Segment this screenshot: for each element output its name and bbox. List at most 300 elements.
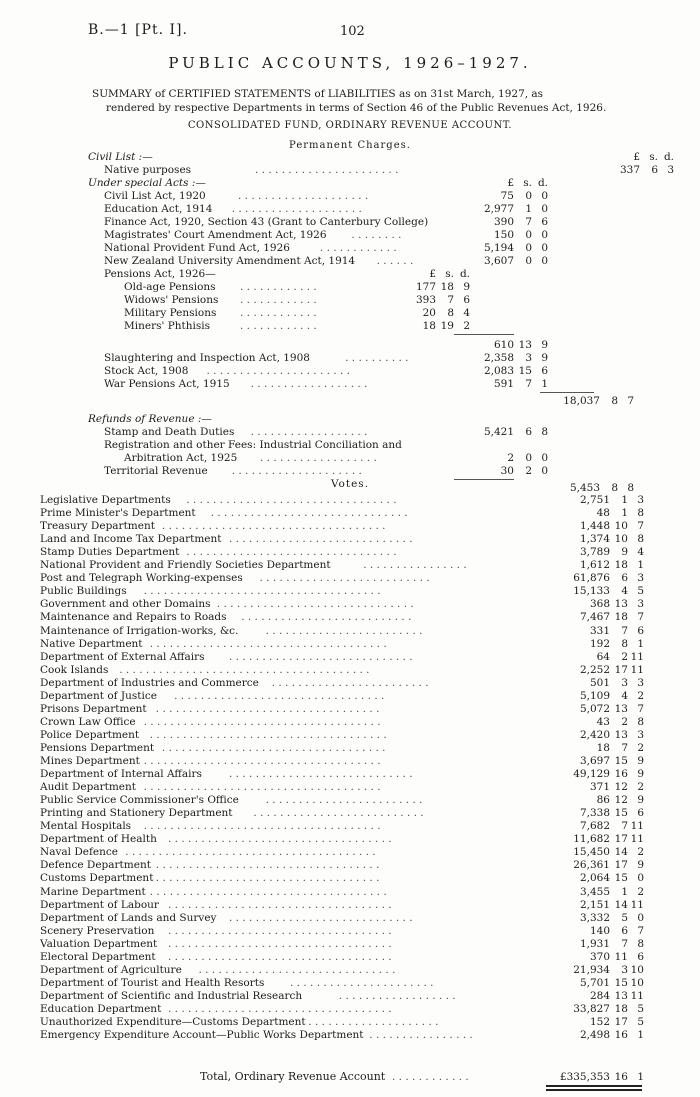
vote-amount-pounds: 368 bbox=[589, 598, 610, 611]
refund-amount-pounds: 5,421 bbox=[483, 426, 514, 438]
civil-list-heading bbox=[0, 150, 700, 164]
special-acts-total-amount-pence: 7 bbox=[627, 395, 634, 407]
refund-label: Stamp and Death Duties bbox=[104, 426, 235, 438]
pensions-total-amount-pounds: 610 bbox=[493, 339, 514, 351]
document-reference: B.—1 [Pt. I]. bbox=[88, 22, 188, 38]
vote-amount bbox=[566, 584, 644, 598]
summary-line-1: SUMMARY of CERTIFIED STATEMENTS of LIABILITIES as on 31st March, 1927, as bbox=[92, 88, 544, 100]
vote-label: Crown Law Office bbox=[40, 715, 136, 728]
special-act-label: Education Act, 1914 bbox=[104, 203, 213, 215]
vote-amount-pounds: 21,934 bbox=[573, 963, 610, 976]
vote-row bbox=[0, 637, 700, 651]
vote-amount bbox=[566, 937, 644, 951]
pension-amount bbox=[392, 319, 470, 333]
vote-amount bbox=[566, 728, 644, 742]
vote-amount-shillings: 2 bbox=[621, 715, 628, 728]
leader-dots: . . . . . . . . . . . . . . . . . . . . . . . . . . . . . . . . . . bbox=[155, 702, 380, 715]
vote-amount bbox=[566, 911, 644, 925]
vote-label: Public Buildings bbox=[40, 585, 127, 598]
leader-dots: . . . . . . . . . . . . . . . . . . . . . . . . . . bbox=[253, 807, 424, 820]
vote-amount-pounds: 3,697 bbox=[579, 755, 610, 767]
leader-dots: . . . . . . . . . . . . . . . . . . bbox=[250, 426, 368, 438]
vote-amount-pounds: 2,252 bbox=[579, 663, 610, 676]
leader-dots: . . . . . . . . . . . . . . . . . . . . . . bbox=[206, 365, 351, 377]
vote-amount bbox=[566, 1015, 644, 1029]
vote-amount-pence: 3 bbox=[637, 494, 644, 506]
leader-dots: . . . . . . . . . . . . . . . . . . . . bbox=[231, 465, 362, 477]
vote-row bbox=[0, 885, 700, 899]
special-act-row bbox=[0, 241, 700, 255]
vote-amount-pence: 11 bbox=[630, 650, 644, 663]
leader-dots: . . . . . . . . . . . . . . . . . . . . . . . . . . . . . . . . . . bbox=[168, 937, 392, 950]
special-act-amount-pence: 0 bbox=[541, 242, 548, 254]
inner-column-units-units bbox=[392, 267, 470, 281]
vote-label: Department of External Affairs bbox=[40, 650, 205, 663]
summary-line-2: rendered by respective Departments in terms of Section 46 of the Public Revenues Act, 1926. bbox=[106, 102, 607, 114]
vote-amount-pounds: 2,064 bbox=[579, 872, 610, 885]
vote-amount-shillings: 4 bbox=[621, 585, 628, 598]
special-act-row bbox=[0, 254, 700, 268]
special-act-amount bbox=[470, 364, 548, 378]
pension-amount-pence: 6 bbox=[463, 294, 470, 306]
special-act-amount-shillings: 0 bbox=[525, 229, 532, 241]
special-act-amount-pounds: 5,194 bbox=[483, 242, 514, 254]
vote-label: Electoral Department bbox=[40, 950, 156, 963]
refunds-total-amount-pence: 8 bbox=[627, 482, 634, 494]
leader-dots: . . . . . . . . . . . . bbox=[392, 1071, 469, 1083]
inner-column-units-units-pounds: £ bbox=[429, 268, 436, 280]
refund-row bbox=[0, 464, 700, 478]
leader-dots: . . . . . . . . . . . . . . . . . . . . . . . . bbox=[271, 676, 429, 689]
vote-row bbox=[0, 584, 700, 598]
vote-amount-pounds: 501 bbox=[589, 676, 610, 689]
vote-amount bbox=[566, 950, 644, 964]
vote-amount bbox=[566, 806, 644, 820]
account-heading: CONSOLIDATED FUND, ORDINARY REVENUE ACCOUNT. bbox=[187, 120, 513, 131]
vote-row bbox=[0, 937, 700, 951]
pension-label: Miners' Phthisis bbox=[124, 320, 211, 332]
vote-label: Department of Internal Affairs bbox=[40, 768, 202, 781]
vote-amount bbox=[566, 702, 644, 716]
vote-amount-shillings: 17 bbox=[614, 1016, 628, 1028]
leader-dots: . . . . . . . . . . . . . . . . . . . . . . . . . . . . . . . . bbox=[186, 494, 397, 506]
special-act-label: Civil List Act, 1920 bbox=[104, 190, 206, 202]
leader-dots: . . . . . . . . . . . . bbox=[240, 307, 317, 319]
leader-dots: . . . . . . . . . . . . . . . . . . . . . . . . . . . . . . . . . . . . bbox=[149, 637, 387, 650]
special-act-label: Slaughtering and Inspection Act, 1908 bbox=[104, 352, 310, 364]
vote-amount-shillings: 15 bbox=[614, 807, 628, 820]
vote-amount-pence: 8 bbox=[637, 533, 644, 546]
vote-amount-pence: 3 bbox=[637, 572, 644, 585]
pension-amount-pounds: 177 bbox=[415, 281, 436, 293]
vote-amount-pounds: 7,682 bbox=[579, 820, 610, 833]
vote-row bbox=[0, 780, 700, 794]
pension-amount-shillings: 19 bbox=[440, 320, 454, 332]
leader-dots: . . . . . . . . . . . . . . . . . . . . bbox=[308, 1016, 439, 1028]
vote-amount-pence: 3 bbox=[637, 728, 644, 741]
pensions-total-amount bbox=[470, 338, 548, 352]
vote-label: Maintenance of Irrigation-works, &c. bbox=[40, 624, 239, 637]
vote-amount-pounds: 1,448 bbox=[579, 520, 610, 533]
leader-dots: . . . . . . . . . . . . . . . . . . . . . . . . . . . . . . . . . . bbox=[161, 741, 386, 754]
vote-amount bbox=[566, 832, 644, 846]
vote-row bbox=[0, 689, 700, 703]
special-act-amount-pence: 6 bbox=[541, 216, 548, 228]
refund-label-continued: Arbitration Act, 1925 bbox=[124, 452, 238, 464]
leader-dots: . . . . . . . . . . . . . . . . . . . . . . . . . . . . . . . . . . bbox=[168, 1002, 392, 1015]
special-act-amount-pence: 0 bbox=[541, 229, 548, 241]
vote-amount bbox=[566, 689, 644, 703]
vote-row bbox=[0, 610, 700, 624]
vote-amount-pounds: 15,133 bbox=[573, 585, 610, 598]
special-act-amount-shillings: 0 bbox=[525, 190, 532, 202]
special-act-amount bbox=[470, 377, 548, 391]
vote-amount-shillings: 1 bbox=[621, 885, 628, 898]
special-act-amount bbox=[470, 254, 548, 268]
vote-amount bbox=[566, 819, 644, 833]
special-act-amount-pounds: 390 bbox=[493, 216, 514, 228]
page-number: 102 bbox=[340, 24, 365, 39]
vote-amount-pounds: 2,498 bbox=[579, 1029, 610, 1042]
pensions-total-amount-shillings: 13 bbox=[518, 339, 532, 351]
vote-row bbox=[0, 1028, 700, 1042]
pensions-total-row bbox=[0, 338, 700, 352]
vote-label: Marine Department bbox=[40, 885, 146, 898]
vote-label: Customs Department bbox=[40, 872, 154, 885]
refunds-total-amount-pounds: 5,453 bbox=[569, 482, 600, 494]
vote-label: Department of Agriculture bbox=[40, 963, 182, 976]
vote-row bbox=[0, 911, 700, 925]
vote-label: Pensions Department bbox=[40, 741, 155, 754]
vote-row bbox=[0, 741, 700, 755]
vote-amount-pence: 7 bbox=[637, 611, 644, 624]
leader-dots: . . . . . . . . . . . . . . . . . . . . . . . . . . bbox=[241, 611, 412, 624]
vote-amount-shillings: 17 bbox=[614, 833, 628, 846]
vote-amount-pence: 7 bbox=[637, 520, 644, 533]
outer-column-units-units-pence: d. bbox=[663, 151, 674, 163]
refunds-heading bbox=[0, 412, 700, 426]
special-act-row bbox=[0, 351, 700, 365]
vote-label: Native Department bbox=[40, 637, 143, 650]
vote-amount bbox=[566, 676, 644, 690]
leader-dots: . . . . . . . . . . . . . . . . . . . . . . bbox=[255, 164, 399, 176]
special-act-label: Stock Act, 1908 bbox=[104, 365, 189, 377]
refund-amount-pence: 8 bbox=[541, 426, 548, 438]
leader-dots: . . . . . . . . . . . . . . . . . . . . . . . . . . . . . . . . . . . . . . bbox=[125, 846, 376, 859]
pensions-act-label: Pensions Act, 1926— bbox=[104, 268, 216, 280]
special-act-label: Finance Act, 1920, Section 43 (Grant to Canterbury College) bbox=[104, 216, 429, 228]
native-purposes-amount-pounds: 337 bbox=[619, 164, 640, 176]
vote-amount-pence: 2 bbox=[637, 846, 644, 859]
pension-amount bbox=[392, 306, 470, 320]
vote-row bbox=[0, 702, 700, 716]
middle-column-units bbox=[0, 176, 700, 190]
vote-amount bbox=[566, 493, 644, 507]
vote-amount-pence: 9 bbox=[637, 768, 644, 781]
vote-row bbox=[0, 963, 700, 977]
special-act-amount-pounds: 150 bbox=[493, 229, 514, 241]
vote-amount-shillings: 8 bbox=[621, 637, 628, 650]
vote-row bbox=[0, 976, 700, 990]
special-act-row bbox=[0, 189, 700, 203]
vote-row bbox=[0, 545, 700, 559]
vote-label: Department of Justice bbox=[40, 689, 157, 702]
special-acts-total-amount-shillings: 8 bbox=[611, 395, 618, 407]
vote-row bbox=[0, 950, 700, 964]
vote-row bbox=[0, 1015, 700, 1029]
inner-column-units-units-pence: d. bbox=[459, 268, 470, 280]
vote-amount-shillings: 17 bbox=[614, 859, 628, 872]
pension-amount-pounds: 20 bbox=[422, 307, 436, 319]
pension-amount-pence: 9 bbox=[463, 281, 470, 293]
special-act-amount-pounds: 2,358 bbox=[483, 352, 514, 364]
special-acts-total-amount bbox=[556, 394, 634, 408]
vote-row bbox=[0, 676, 700, 690]
vote-label: Mines Department bbox=[40, 755, 140, 767]
middle-column-units-units-pounds: £ bbox=[507, 177, 514, 189]
special-act-amount-pence: 0 bbox=[541, 203, 548, 215]
vote-amount-shillings: 1 bbox=[621, 507, 628, 520]
vote-amount-shillings: 14 bbox=[614, 898, 628, 911]
vote-amount-pounds: 7,467 bbox=[579, 611, 610, 624]
vote-amount-shillings: 16 bbox=[614, 1029, 628, 1042]
vote-amount-shillings: 12 bbox=[614, 781, 628, 794]
vote-amount bbox=[566, 1002, 644, 1016]
vote-amount-pence: 2 bbox=[637, 781, 644, 794]
grand-total-label: Total, Ordinary Revenue Account bbox=[200, 1070, 386, 1083]
special-act-row bbox=[0, 364, 700, 378]
vote-amount bbox=[566, 558, 644, 572]
special-act-amount-shillings: 15 bbox=[518, 365, 532, 377]
refund-amount bbox=[470, 451, 548, 465]
vote-row bbox=[0, 793, 700, 807]
special-act-amount-pence: 0 bbox=[541, 255, 548, 267]
leader-dots: . . . . . . . . . . bbox=[345, 352, 409, 364]
vote-amount bbox=[566, 715, 644, 729]
vote-label: Maintenance and Repairs to Roads bbox=[40, 611, 227, 624]
vote-amount bbox=[566, 545, 644, 559]
vote-row bbox=[0, 845, 700, 859]
vote-amount bbox=[566, 898, 644, 912]
vote-amount-pence: 3 bbox=[637, 676, 644, 689]
vote-row bbox=[0, 924, 700, 938]
vote-amount bbox=[566, 924, 644, 938]
special-act-label: National Provident Fund Act, 1926 bbox=[104, 242, 290, 254]
grand-total-amount bbox=[548, 1070, 644, 1084]
vote-amount bbox=[566, 571, 644, 585]
leader-dots: . . . . . . . . . . . . . . . . . . . . . . . . . . . . . . . . bbox=[186, 546, 397, 559]
pension-label: Widows' Pensions bbox=[124, 294, 219, 306]
vote-amount-pounds: 370 bbox=[589, 950, 610, 963]
leader-dots: . . . . . . . . . . . . . . . . . . . . . . . . . . . . . . . . . . bbox=[155, 859, 380, 872]
special-act-amount-shillings: 7 bbox=[525, 378, 532, 390]
vote-amount bbox=[566, 754, 644, 768]
vote-row bbox=[0, 558, 700, 572]
pensions-subtotal-rule bbox=[454, 334, 514, 335]
vote-label: Unauthorized Expenditure—Customs Department bbox=[40, 1016, 306, 1028]
vote-amount-shillings: 18 bbox=[614, 611, 628, 624]
vote-amount-pounds: 64 bbox=[596, 650, 610, 663]
vote-row bbox=[0, 754, 700, 768]
leader-dots: . . . . . . . . . . . . . . . . . . . . . . . . . . . . . . bbox=[198, 963, 396, 976]
special-act-amount-shillings: 7 bbox=[525, 216, 532, 228]
vote-amount-shillings: 7 bbox=[621, 937, 628, 950]
vote-amount-pounds: 2,420 bbox=[579, 728, 610, 741]
vote-amount-pence: 10 bbox=[630, 976, 644, 989]
vote-amount-shillings: 11 bbox=[614, 950, 628, 963]
special-act-amount bbox=[470, 241, 548, 255]
refund-row bbox=[0, 425, 700, 439]
vote-amount bbox=[566, 780, 644, 794]
leader-dots: . . . . . . . . . . . . . . . . . . . . . . . . . . . . . . . . . . bbox=[168, 924, 392, 937]
refund-amount-shillings: 6 bbox=[525, 426, 532, 438]
vote-amount-shillings: 3 bbox=[621, 963, 628, 976]
leader-dots: . . . . . . . . . . . . . . . . . . . . . . . . . . . . bbox=[229, 650, 413, 663]
special-act-amount bbox=[470, 351, 548, 365]
special-act-amount-pounds: 2,083 bbox=[483, 365, 514, 377]
special-act-row bbox=[0, 215, 700, 229]
vote-amount bbox=[566, 989, 644, 1003]
vote-row bbox=[0, 832, 700, 846]
vote-label: Defence Department bbox=[40, 859, 151, 872]
refund-amount-pence: 0 bbox=[541, 452, 548, 464]
pension-amount bbox=[392, 280, 470, 294]
vote-row bbox=[0, 1002, 700, 1016]
refund-label: Territorial Revenue bbox=[104, 465, 208, 477]
leader-dots: . . . . . . . . . . . . . . . . . . . . . . . . . . . . . . bbox=[216, 598, 414, 611]
refund-amount-pence: 0 bbox=[541, 465, 548, 477]
vote-amount-pence: 11 bbox=[630, 820, 644, 833]
vote-label: Cook Islands bbox=[40, 663, 109, 676]
leader-dots: . . . . . . . . . . . . . . . . . . . . . . . . . . . . . . . . . . . . bbox=[149, 885, 387, 898]
leader-dots: . . . . . . . . . . . . . . . . . . . . . . . . . . . . . . . . . . . . bbox=[143, 820, 381, 833]
vote-amount-pounds: 3,789 bbox=[579, 546, 610, 559]
leader-dots: . . . . . . . . . . . . . . . . . . . . . . . . . . . . bbox=[229, 911, 413, 924]
vote-amount-pence: 11 bbox=[630, 989, 644, 1002]
refund-amount-pounds: 30 bbox=[500, 465, 514, 477]
special-act-amount-pounds: 591 bbox=[493, 378, 514, 390]
vote-amount-pounds: 3,332 bbox=[579, 911, 610, 924]
vote-label: Post and Telegraph Working-expenses bbox=[40, 572, 243, 585]
special-act-label: New Zealand University Amendment Act, 1914 bbox=[104, 255, 356, 267]
refund-amount bbox=[470, 425, 548, 439]
leader-dots: . . . . . . . . . . . . . . . . . . bbox=[338, 989, 456, 1002]
vote-amount-pounds: 3,455 bbox=[579, 885, 610, 898]
leader-dots: . . . . . . . . . . . . bbox=[319, 242, 397, 254]
vote-amount-pence: 11 bbox=[630, 833, 644, 846]
pension-amount-pence: 4 bbox=[463, 307, 470, 319]
vote-amount-shillings: 2 bbox=[621, 650, 628, 663]
leader-dots: . . . . . . . . . . . . bbox=[240, 281, 317, 293]
vote-amount-shillings: 5 bbox=[621, 911, 628, 924]
leader-dots: . . . . . . . . . . . . . . . . . . . . . . . . . . . . . . . . . . . . bbox=[143, 781, 381, 794]
vote-amount bbox=[566, 532, 644, 546]
vote-amount-pounds: 1,612 bbox=[579, 559, 610, 572]
leader-dots: . . . . . . . . . . . . . . . . . . . . . . . . . . . . . . . . . . . . bbox=[143, 755, 381, 767]
refunds-total-amount-shillings: 8 bbox=[611, 482, 618, 494]
leader-dots: . . . . . . . . . . . . . . . . . . . . . . . . . . . . . . . . . . bbox=[168, 898, 392, 911]
leader-dots: . . . . . . . . . . . . . . . . bbox=[363, 559, 467, 572]
vote-amount-pence: 5 bbox=[637, 1016, 644, 1028]
special-act-amount-pounds: 75 bbox=[500, 190, 514, 202]
pension-row bbox=[0, 306, 700, 320]
vote-amount bbox=[566, 741, 644, 755]
vote-amount-pence: 7 bbox=[637, 924, 644, 937]
vote-amount-shillings: 9 bbox=[621, 546, 628, 559]
vote-amount-shillings: 7 bbox=[621, 820, 628, 833]
special-act-amount-pence: 9 bbox=[541, 352, 548, 364]
vote-amount-pence: 10 bbox=[630, 963, 644, 976]
leader-dots: . . . . . . . . . . . . bbox=[240, 294, 317, 306]
vote-amount bbox=[566, 506, 644, 520]
native-purposes-label: Native purposes bbox=[104, 164, 192, 176]
native-purposes-row bbox=[0, 163, 700, 177]
vote-amount-pence: 0 bbox=[637, 872, 644, 885]
vote-amount-shillings: 10 bbox=[614, 533, 628, 546]
vote-amount-pence: 0 bbox=[637, 911, 644, 924]
leader-dots: . . . . . . bbox=[376, 255, 414, 267]
vote-amount-shillings: 3 bbox=[621, 676, 628, 689]
vote-amount-pence: 2 bbox=[637, 885, 644, 898]
vote-amount-pounds: 48 bbox=[596, 507, 610, 520]
vote-amount-pence: 6 bbox=[637, 950, 644, 963]
vote-label: Emergency Expenditure Account—Public Works Department bbox=[40, 1029, 364, 1042]
special-act-amount-pence: 0 bbox=[541, 190, 548, 202]
refunds-subtotal-rule bbox=[454, 479, 514, 480]
vote-amount-pounds: 5,109 bbox=[579, 689, 610, 702]
vote-amount bbox=[566, 663, 644, 677]
refund-row bbox=[0, 438, 700, 452]
vote-amount-shillings: 10 bbox=[614, 520, 628, 533]
vote-amount bbox=[566, 650, 644, 664]
leader-dots: . . . . . . . . . . . . . . . . . . bbox=[250, 378, 368, 390]
vote-amount-pence: 6 bbox=[637, 624, 644, 637]
vote-amount-shillings: 15 bbox=[614, 872, 628, 885]
vote-amount-pence: 6 bbox=[637, 807, 644, 820]
vote-amount-pounds: 86 bbox=[596, 794, 610, 807]
vote-amount-pence: 3 bbox=[637, 598, 644, 611]
vote-label: Department of Labour bbox=[40, 898, 159, 911]
vote-amount-pounds: 2,751 bbox=[579, 494, 610, 506]
refund-label: Registration and other Fees: Industrial Conciliation and bbox=[104, 439, 402, 451]
vote-amount-shillings: 18 bbox=[614, 559, 628, 572]
double-rule-bottom bbox=[546, 1089, 642, 1091]
vote-amount-shillings: 15 bbox=[614, 976, 628, 989]
vote-label: Public Service Commissioner's Office bbox=[40, 794, 239, 807]
pension-amount bbox=[392, 293, 470, 307]
pension-amount-shillings: 18 bbox=[440, 281, 454, 293]
special-act-amount-shillings: 1 bbox=[525, 203, 532, 215]
refunds-label: Refunds of Revenue :— bbox=[88, 413, 212, 425]
pension-amount-pence: 2 bbox=[463, 320, 470, 332]
pension-amount-pounds: 393 bbox=[415, 294, 436, 306]
special-acts-total-row bbox=[0, 394, 700, 408]
refund-row-continued bbox=[0, 451, 700, 465]
vote-amount-shillings: 6 bbox=[621, 924, 628, 937]
leader-dots: . . . . . . . . . . . . bbox=[240, 320, 317, 332]
vote-label: Department of Tourist and Health Resorts bbox=[40, 976, 265, 989]
vote-amount-pounds: 11,682 bbox=[573, 833, 610, 846]
special-act-amount bbox=[470, 202, 548, 216]
vote-row bbox=[0, 663, 700, 677]
vote-amount-pounds: 1,374 bbox=[579, 533, 610, 546]
pension-row bbox=[0, 293, 700, 307]
vote-label: Scenery Preservation bbox=[40, 924, 155, 937]
special-act-amount-pounds: 2,977 bbox=[483, 203, 514, 215]
vote-amount bbox=[566, 845, 644, 859]
vote-label: Treasury Department bbox=[40, 520, 155, 533]
middle-column-units-units-pence: d. bbox=[537, 177, 548, 189]
